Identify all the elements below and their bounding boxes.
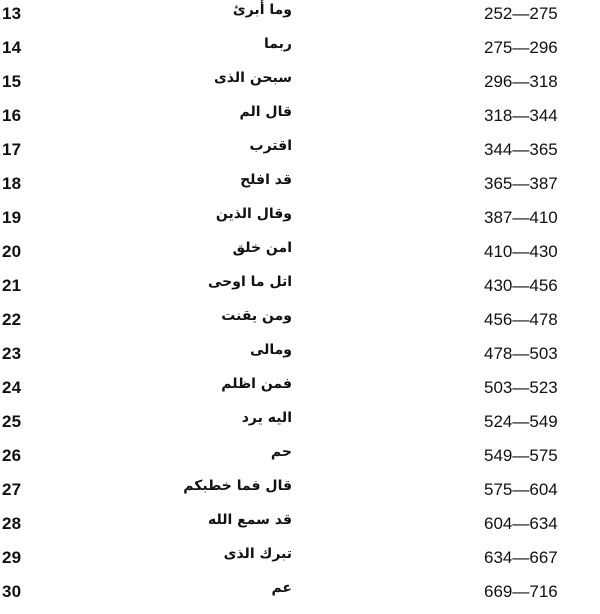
row-number: 15 [2, 72, 22, 91]
para-name: فمن اظلم [221, 376, 292, 392]
index-row [0, 274, 600, 307]
index-row [0, 172, 600, 205]
page-range: 387—410 [484, 208, 558, 227]
row-number: 22 [2, 310, 22, 329]
row-number: 23 [2, 344, 22, 363]
index-row [0, 240, 600, 273]
index-row [0, 206, 600, 239]
page-range: 296—318 [484, 72, 558, 91]
page-range: 524—549 [484, 412, 558, 431]
index-row [0, 376, 600, 409]
para-name: تبرك الذى [223, 546, 292, 562]
index-row [0, 444, 600, 477]
row-number: 19 [2, 208, 22, 227]
index-row [0, 70, 600, 103]
para-name: قد افلح [240, 172, 292, 188]
row-number: 29 [2, 548, 22, 567]
para-name: ربما [264, 36, 292, 52]
index-row [0, 478, 600, 511]
index-row [0, 2, 600, 35]
index-row [0, 342, 600, 375]
index-row [0, 512, 600, 545]
para-name: حم [270, 444, 292, 460]
row-number: 25 [2, 412, 22, 431]
para-name: عم [271, 580, 292, 596]
row-number: 18 [2, 174, 22, 193]
page-range: 549—575 [484, 446, 558, 465]
para-name: قال فما خطبكم [183, 478, 292, 494]
row-number: 27 [2, 480, 22, 499]
page-range: 503—523 [484, 378, 558, 397]
row-number: 21 [2, 276, 22, 295]
page-range: 252—275 [484, 4, 558, 23]
page-range: 318—344 [484, 106, 558, 125]
row-number: 30 [2, 582, 22, 601]
page-range: 430—456 [484, 276, 558, 295]
index-row [0, 410, 600, 443]
para-name: اليه يرد [241, 410, 292, 426]
para-name: قد سمع الله [208, 512, 292, 528]
index-row [0, 104, 600, 137]
index-row [0, 580, 600, 613]
para-name: وما أبرئ [232, 2, 292, 18]
index-row [0, 36, 600, 69]
row-number: 28 [2, 514, 22, 533]
page-range: 275—296 [484, 38, 558, 57]
para-name: اقترب [249, 138, 292, 154]
para-name: امن خلق [232, 240, 292, 256]
row-number: 17 [2, 140, 22, 159]
page-range: 478—503 [484, 344, 558, 363]
row-number: 16 [2, 106, 22, 125]
page-range: 344—365 [484, 140, 558, 159]
index-row [0, 308, 600, 341]
index-row [0, 138, 600, 171]
page-range: 575—604 [484, 480, 558, 499]
para-name: ومن يقنت [221, 308, 292, 324]
row-number: 14 [2, 38, 22, 57]
page-range: 669—716 [484, 582, 558, 601]
para-name: ومالى [249, 342, 292, 358]
page-range: 456—478 [484, 310, 558, 329]
row-number: 26 [2, 446, 22, 465]
row-number: 13 [2, 4, 22, 23]
page-range: 410—430 [484, 242, 558, 261]
page-range: 365—387 [484, 174, 558, 193]
page-range: 634—667 [484, 548, 558, 567]
row-number: 20 [2, 242, 22, 261]
page-range: 604—634 [484, 514, 558, 533]
row-number: 24 [2, 378, 22, 397]
para-name: قال الم [239, 104, 292, 120]
para-name: اتل ما اوحى [208, 274, 292, 290]
index-row [0, 546, 600, 579]
para-name: سبحن الذى [213, 70, 292, 86]
para-name: وقال الذين [215, 206, 292, 222]
